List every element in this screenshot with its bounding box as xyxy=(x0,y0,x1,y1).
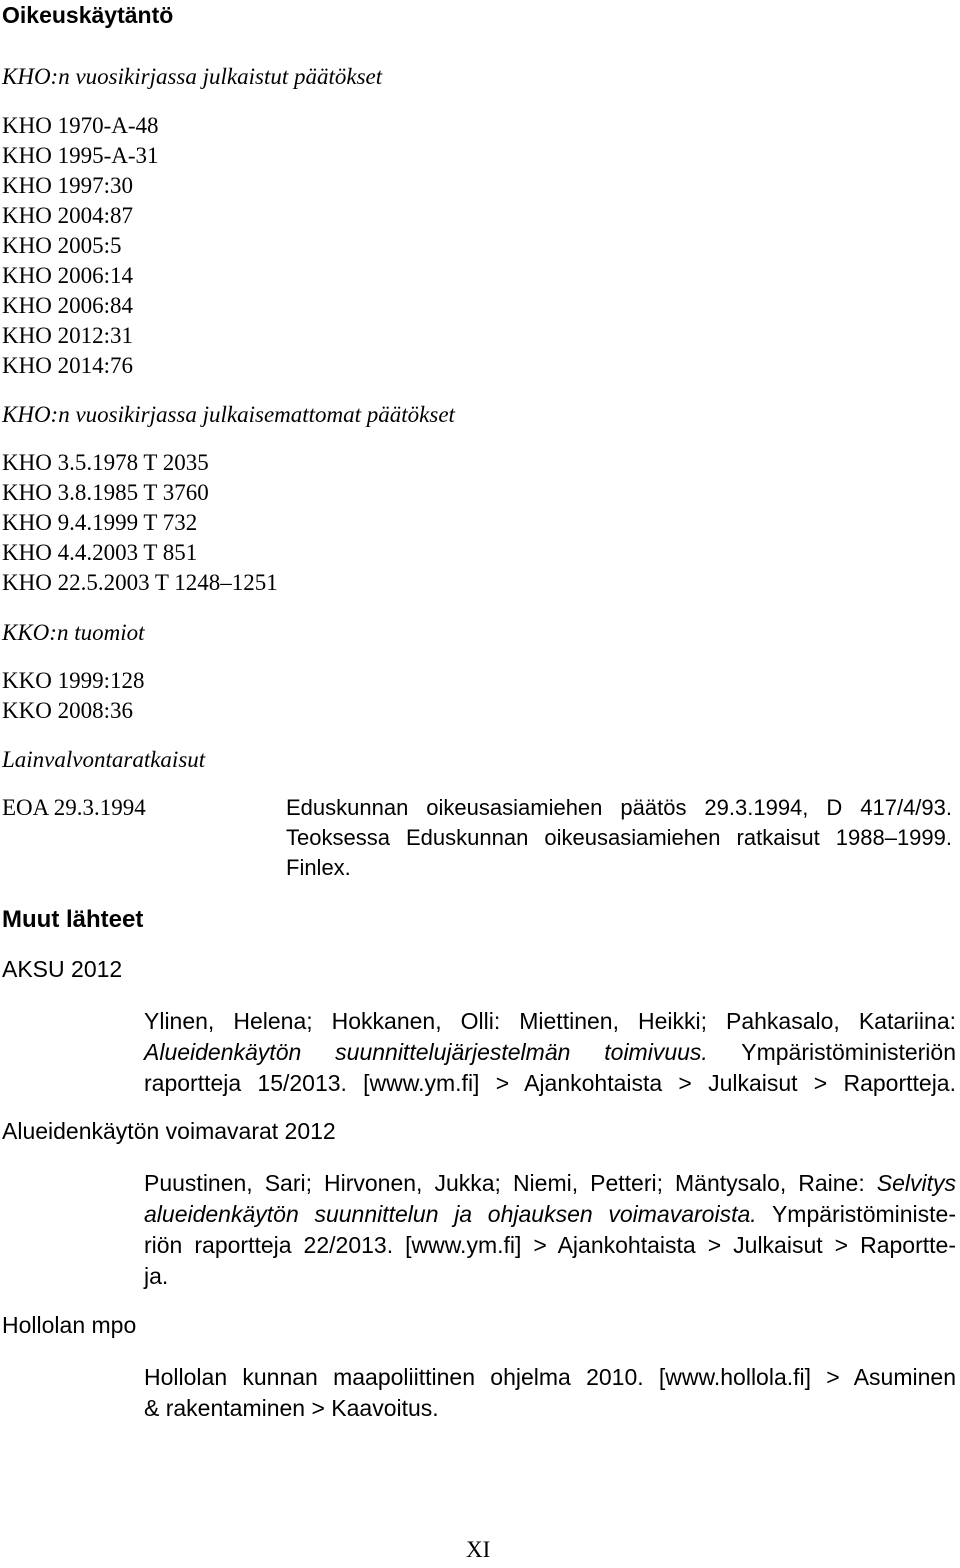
source-line xyxy=(144,1199,956,1230)
list-item: KKO 2008:36 xyxy=(2,698,133,723)
kko-title: KKO:n tuomiot xyxy=(2,620,145,645)
list-item: KHO 2014:76 xyxy=(2,353,133,378)
eoa-entry-text xyxy=(286,793,952,883)
list-item: KHO 9.4.1999 T 732 xyxy=(2,510,198,535)
list-item: KHO 2004:87 xyxy=(2,203,133,228)
list-item: KHO 1970-A-48 xyxy=(2,113,159,138)
kho-published-list xyxy=(2,111,159,381)
source-line: & rakentaminen > Kaavoitus. xyxy=(144,1395,439,1421)
list-item: KHO 22.5.2003 T 1248–1251 xyxy=(2,570,278,595)
list-item: KHO 3.8.1985 T 3760 xyxy=(2,480,209,505)
kko-list xyxy=(2,666,144,726)
kho-unpublished-list xyxy=(2,448,278,598)
source-line xyxy=(144,1037,956,1068)
source-line: Hollolan kunnan maapoliittinen ohjelma 2010. [www.hollola.fi] > Asuminen xyxy=(144,1364,956,1390)
list-item: KHO 4.4.2003 T 851 xyxy=(2,540,198,565)
source-line: raportteja 15/2013. [www.ym.fi] > Ajankohtaista > Julkaisut > Raportteja. xyxy=(144,1070,956,1096)
kho-published-title: KHO:n vuosikirjassa julkaistut päätökset xyxy=(2,64,383,89)
list-item: KHO 2012:31 xyxy=(2,323,133,348)
source-line: riön raportteja 22/2013. [www.ym.fi] > Ajankohtaista > Julkaisut > Raportte- xyxy=(144,1232,956,1258)
lainvalvonta-title: Lainvalvontaratkaisut xyxy=(2,747,206,772)
list-item: KKO 1999:128 xyxy=(2,668,145,693)
source-voimavarat-text xyxy=(144,1168,956,1292)
list-item: KHO 2006:14 xyxy=(2,263,133,288)
kho-unpublished-title: KHO:n vuosikirjassa julkaisemattomat päätökset xyxy=(2,402,455,427)
source-line xyxy=(144,1168,956,1199)
muut-lahteet-title: Muut lähteet xyxy=(2,906,144,933)
page-heading: Oikeuskäytäntö xyxy=(2,2,174,28)
source-aksu-text xyxy=(144,1006,956,1099)
list-item: KHO 3.5.1978 T 2035 xyxy=(2,450,209,475)
list-item: KHO 2005:5 xyxy=(2,233,122,258)
source-line: Ylinen, Helena; Hokkanen, Olli: Miettinen, Heikki; Pahkasalo, Katariina: xyxy=(144,1008,956,1034)
eoa-entry-line: Teoksessa Eduskunnan oikeusasiamiehen ratkaisut 1988–1999. xyxy=(286,825,952,850)
source-key-hollola: Hollolan mpo xyxy=(2,1312,137,1338)
source-line-plain: Puustinen, Sari; Hirvonen, Jukka; Niemi, Petteri; Mäntysalo, Raine: xyxy=(144,1170,877,1196)
source-line-rest: Ympäristöministeriön xyxy=(707,1039,957,1065)
source-hollola-text xyxy=(144,1362,956,1424)
page-number: XI xyxy=(466,1537,491,1562)
source-title-italic: Selvitys xyxy=(876,1170,956,1196)
eoa-entry-line: Eduskunnan oikeusasiamiehen päätös 29.3.1994, D 417/4/93. xyxy=(286,795,952,820)
source-key-voimavarat: Alueidenkäytön voimavarat 2012 xyxy=(2,1118,336,1144)
source-key-aksu: AKSU 2012 xyxy=(2,956,123,982)
source-title-italic: alueidenkäytön suunnittelun ja ohjauksen voimavaroista. xyxy=(144,1201,757,1227)
list-item: KHO 1997:30 xyxy=(2,173,133,198)
source-line-rest: Ympäristöministe- xyxy=(756,1201,956,1227)
source-line: ja. xyxy=(144,1263,169,1289)
eoa-entry-line: Finlex. xyxy=(286,855,351,880)
list-item: KHO 1995-A-31 xyxy=(2,143,159,168)
source-title-italic: Alueidenkäytön suunnittelujärjestelmän toimivuus. xyxy=(144,1039,708,1065)
list-item: KHO 2006:84 xyxy=(2,293,133,318)
eoa-entry-key: EOA 29.3.1994 xyxy=(2,795,146,820)
